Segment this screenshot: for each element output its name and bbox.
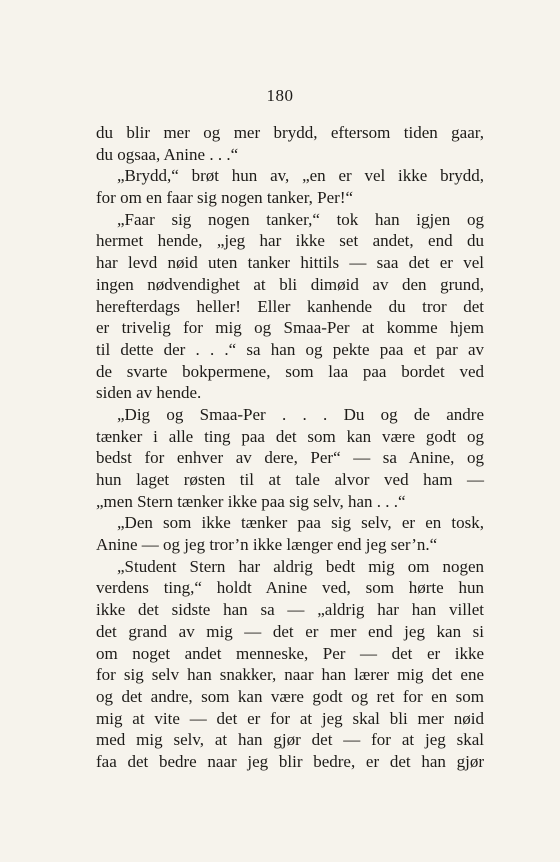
text-line: siden av hende. — [96, 383, 202, 403]
text-line: faa det bedre naar jeg blir bedre, er det han gjør — [96, 751, 484, 771]
text-line: for om en faar sig nogen tanker, Per!“ — [96, 188, 354, 208]
text-line: „men Stern tænker ikke paa sig selv, han . . .“ — [96, 491, 406, 511]
text-line: det grand av mig — det er mer end jeg kan si — [96, 621, 484, 641]
text-line: om noget andet menneske, Per — det er ikke — [96, 643, 484, 663]
text-line: „Student Stern har aldrig bedt mig om nogen — [117, 556, 484, 576]
page-number: 180 — [266, 86, 294, 105]
text-line: de svarte bokpermene, som laa paa bordet ved — [96, 361, 484, 381]
text-line: bedst for enhver av dere, Per“ — sa Anine, og — [96, 448, 484, 468]
text-line: „Dig og Smaa-Per . . . Du og de andre — [117, 404, 484, 424]
text-line: for sig selv han snakker, naar han lærer mig det ene — [96, 665, 484, 685]
body-text — [96, 122, 484, 773]
text-line: mig at vite — det er for at jeg skal bli mer nøid — [96, 708, 484, 728]
text-line: med mig selv, at han gjør det — for at jeg skal — [96, 730, 484, 750]
text-line: verdens ting,“ holdt Anine ved, som hørte hun — [96, 578, 484, 598]
text-line: har levd nøid uten tanker hittils — saa det er vel — [96, 253, 484, 273]
text-line: hermet hende, „jeg har ikke set andet, end du — [96, 231, 484, 251]
text-line: „Den som ikke tænker paa sig selv, er en tosk, — [117, 513, 484, 533]
text-line: hun laget røsten til at tale alvor ved ham — — [96, 470, 484, 489]
text-line: ikke det sidste han sa — „aldrig har han villet — [96, 600, 484, 620]
text-line: ingen nødvendighet at bli dimøid av den grund, — [96, 274, 484, 294]
text-line: tænker i alle ting paa det som kan være godt og — [96, 426, 484, 446]
text-line: „Faar sig nogen tanker,“ tok han igjen og — [117, 209, 484, 229]
text-line: Anine — og jeg tror’n ikke længer end jeg ser’n.“ — [96, 535, 438, 555]
text-line: er trivelig for mig og Smaa-Per at komme hjem — [96, 318, 484, 338]
text-line: herefterdags heller! Eller kanhende du tror det — [96, 296, 484, 316]
text-line: „Brydd,“ brøt hun av, „en er vel ikke brydd, — [117, 166, 484, 186]
text-line: til dette der . . .“ sa han og pekte paa et par av — [96, 339, 484, 359]
text-line: du blir mer og mer brydd, eftersom tiden gaar, — [96, 123, 484, 142]
text-line: du ogsaa, Anine . . .“ — [96, 144, 239, 164]
text-line: og det andre, som kan være godt og ret for en som — [96, 686, 484, 706]
